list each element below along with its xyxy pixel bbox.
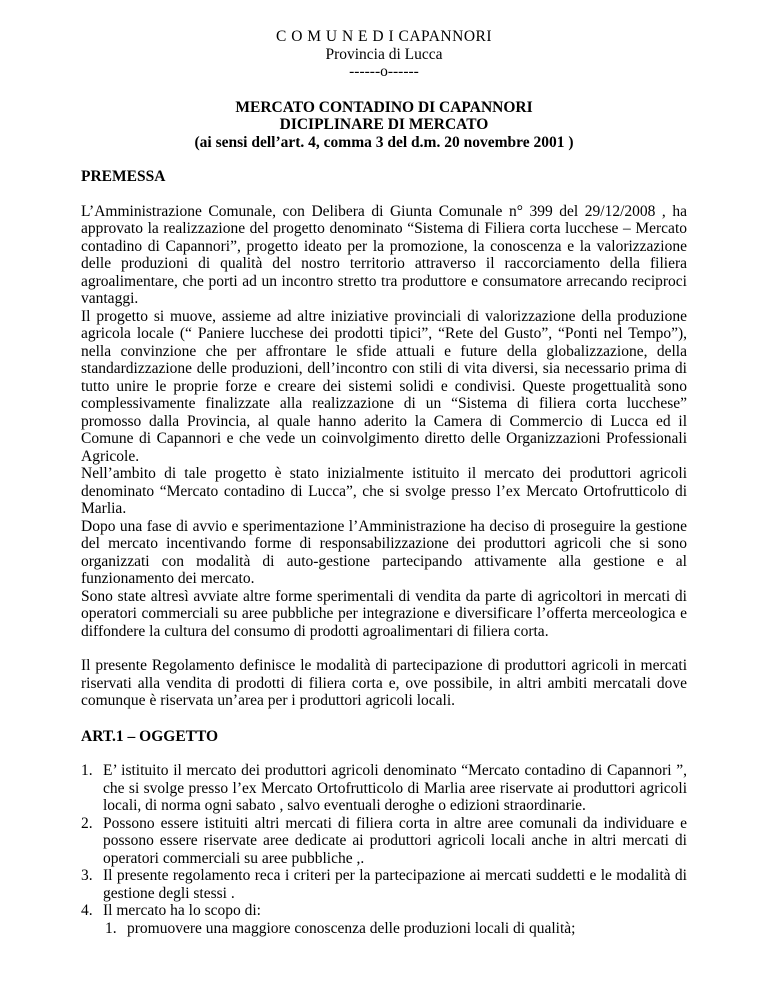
art1-list	[81, 762, 687, 937]
list-item: 2. Possono essere istituiti altri mercati di filiera corta in altre aree comunali da individuare e possono essere riservate aree dedicate ai produttori agricoli locali anche in altri mercati di operatori commerciali su aree pubbliche ,.	[81, 814, 687, 867]
premessa-paragraph-4: Dopo una fase di avvio e sperimentazione l’Amministrazione ha deciso di proseguire la gestione del mercato incentivando forme di responsabilizzazione dei produttori agricoli che si sono organizzati con modalità di auto-gestione partecipando attivamente alla gestione e al funzionamento dei mercato.	[81, 517, 687, 587]
document-title: MERCATO CONTADINO DI CAPANNORI	[235, 98, 533, 116]
header-separator: ------o------	[349, 63, 419, 80]
premessa-paragraph-5: Sono state altresì avviate altre forme sperimentali di vendita da parte di agricoltori in mercati di operatori commerciali su aree pubbliche per integrazione e diversificare l’offerta merceologica e diffondere la cultura del consumo di prodotti agroalimentari di filiera corta.	[81, 587, 687, 640]
province-name: Provincia di Lucca	[325, 45, 443, 63]
municipality-name: C O M U N E D I CAPANNORI	[275, 28, 493, 45]
legal-reference: (ai sensi dell’art. 4, comma 3 del d.m. 20 novembre 2001 )	[194, 133, 574, 151]
list-item: 3. Il presente regolamento reca i criteri per la partecipazione ai mercati suddetti e le modalità di gestione degli stessi .	[81, 867, 687, 902]
premessa-paragraph-1: L’Amministrazione Comunale, con Delibera di Giunta Comunale n° 399 del 29/12/2008 , ha approvato la realizzazione del progetto denominato “Sistema di Filiera corta lucchese – Mercato contadino di Capannori”, progetto ideato per la promozione, la conoscenza e la valorizzazione delle produzioni di qualità del nostro territorio attraverso il raccorciamento della filiera agroalimentare, che porti ad un incontro stretto tra produttore e consumatore arrecando reciproci vantaggi.	[81, 202, 687, 307]
premessa-paragraph-6: Il presente Regolamento definisce le modalità di partecipazione di produttori agricoli in mercati riservati alla vendita di prodotti di filiera corta e, ove possibile, in altri ambiti mercatali dove comunque è riservata un’area per i produttori agricoli locali.	[81, 657, 687, 709]
list-item: 4. Il mercato ha lo scopo di: 1. promuovere una maggiore conoscenza delle produzioni locali di qualità;	[81, 902, 687, 937]
premessa-paragraph-2: Il progetto si muove, assieme ad altre iniziative provinciali di valorizzazione della produzione agricola locale (“ Paniere lucchese dei prodotti tipici”, “Rete del Gusto”, “Ponti nel Tempo”), nella convinzione che per affrontare le sfide attuali e future della globalizzazione, della standardizzazione delle produzioni, dell’incontro con stili di vita diversi, sia necessario prima di tutto unire le proprie forze e creare dei sistemi solidi e condivisi. Queste progettualità sono complessivamente finalizzate alla realizzazione di un “Sistema di filiera corta lucchese” promosso dalla Provincia, al quale hanno aderito la Camera di Commercio di Lucca ed il Comune di Capannori e che vede un coinvolgimento diretto delle Organizzazioni Professionali Agricole.	[81, 307, 687, 465]
sub-list-item: 1. promuovere una maggiore conoscenza delle produzioni locali di qualità;	[105, 919, 576, 937]
section-heading-premessa: PREMESSA	[81, 168, 166, 185]
art1-sublist	[103, 920, 687, 938]
premessa-paragraph-3: Nell’ambito di tale progetto è stato inizialmente istituito il mercato dei produttori agricoli denominato “Mercato contadino di Lucca”, che si svolge presso l’ex Mercato Ortofrutticolo di Marlia.	[81, 465, 687, 517]
document-subtitle: DICIPLINARE DI MERCATO	[279, 116, 489, 133]
section-heading-art1: ART.1 – OGGETTO	[81, 727, 219, 745]
list-item: 1. E’ istituito il mercato dei produttori agricoli denominato “Mercato contadino di Capannori ”, che si svolge presso l’ex Mercato Ortofrutticolo di Marlia aree riservate ai produttori agricoli locali, di norma ogni sabato , salvo eventuali deroghe o edizioni straordinarie.	[81, 762, 687, 814]
document-page	[81, 28, 687, 937]
